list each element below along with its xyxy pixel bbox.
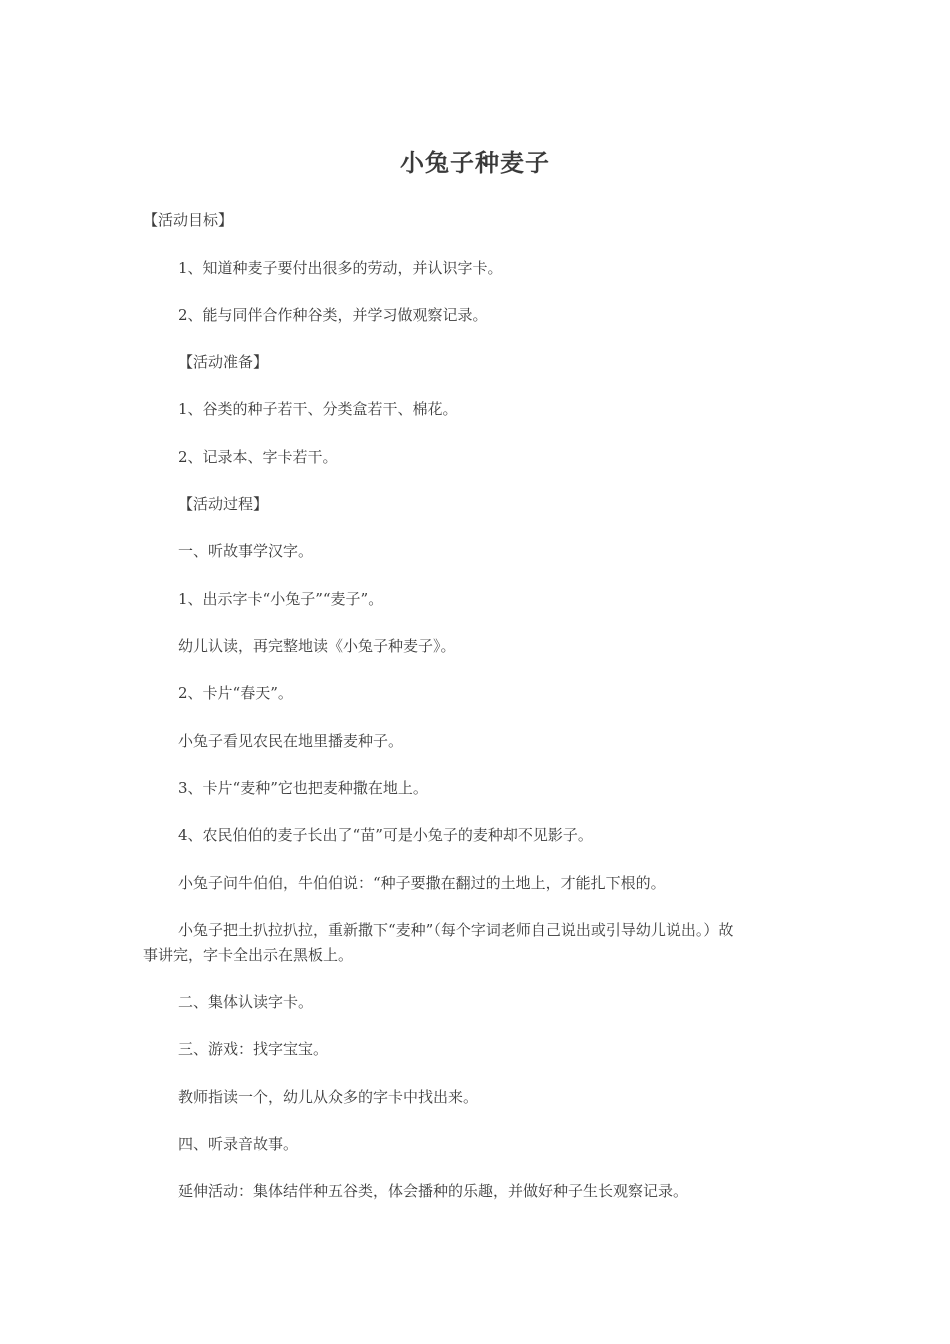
paragraph: 小兔子问牛伯伯，牛伯伯说：“种子要撒在翻过的土地上，才能扎下根的。 <box>178 874 666 892</box>
paragraph: 2、记录本、字卡若干。 <box>178 448 338 466</box>
paragraph: 小兔子看见农民在地里播麦种子。 <box>178 732 404 750</box>
paragraph: 2、能与同伴合作种谷类，并学习做观察记录。 <box>178 306 488 324</box>
paragraph: 4、农民伯伯的麦子长出了“苗”可是小兔子的麦种却不见影子。 <box>178 826 593 844</box>
section-heading-preparation: 【活动准备】 <box>178 353 269 371</box>
paragraph: 小兔子把土扒拉扒拉，重新撒下“麦种”（每个字词老师自己说出或引导幼儿说出。）故 <box>178 921 734 939</box>
page-title: 小兔子种麦子 <box>400 148 550 177</box>
paragraph: 1、出示字卡“小兔子”“麦子”。 <box>178 590 384 608</box>
paragraph: 二、集体认读字卡。 <box>178 993 314 1011</box>
paragraph: 幼儿认读，再完整地读《小兔子种麦子》。 <box>178 637 456 655</box>
paragraph: 事讲完，字卡全出示在黑板上。 <box>143 946 354 964</box>
paragraph: 教师指读一个，幼儿从众多的字卡中找出来。 <box>178 1088 479 1106</box>
paragraph: 四、听录音故事。 <box>178 1135 299 1153</box>
paragraph: 1、谷类的种子若干、分类盒若干、棉花。 <box>178 400 458 418</box>
section-heading-process: 【活动过程】 <box>178 495 269 513</box>
paragraph: 2、卡片“春天”。 <box>178 684 293 702</box>
paragraph: 三、游戏：找字宝宝。 <box>178 1040 329 1058</box>
paragraph: 3、卡片“麦种”它也把麦种撒在地上。 <box>178 779 428 797</box>
paragraph: 延伸活动：集体结伴种五谷类，体会播种的乐趣，并做好种子生长观察记录。 <box>178 1182 689 1200</box>
section-heading-goals: 【活动目标】 <box>143 211 234 229</box>
paragraph: 一、听故事学汉字。 <box>178 542 314 560</box>
paragraph: 1、知道种麦子要付出很多的劳动，并认识字卡。 <box>178 259 503 277</box>
